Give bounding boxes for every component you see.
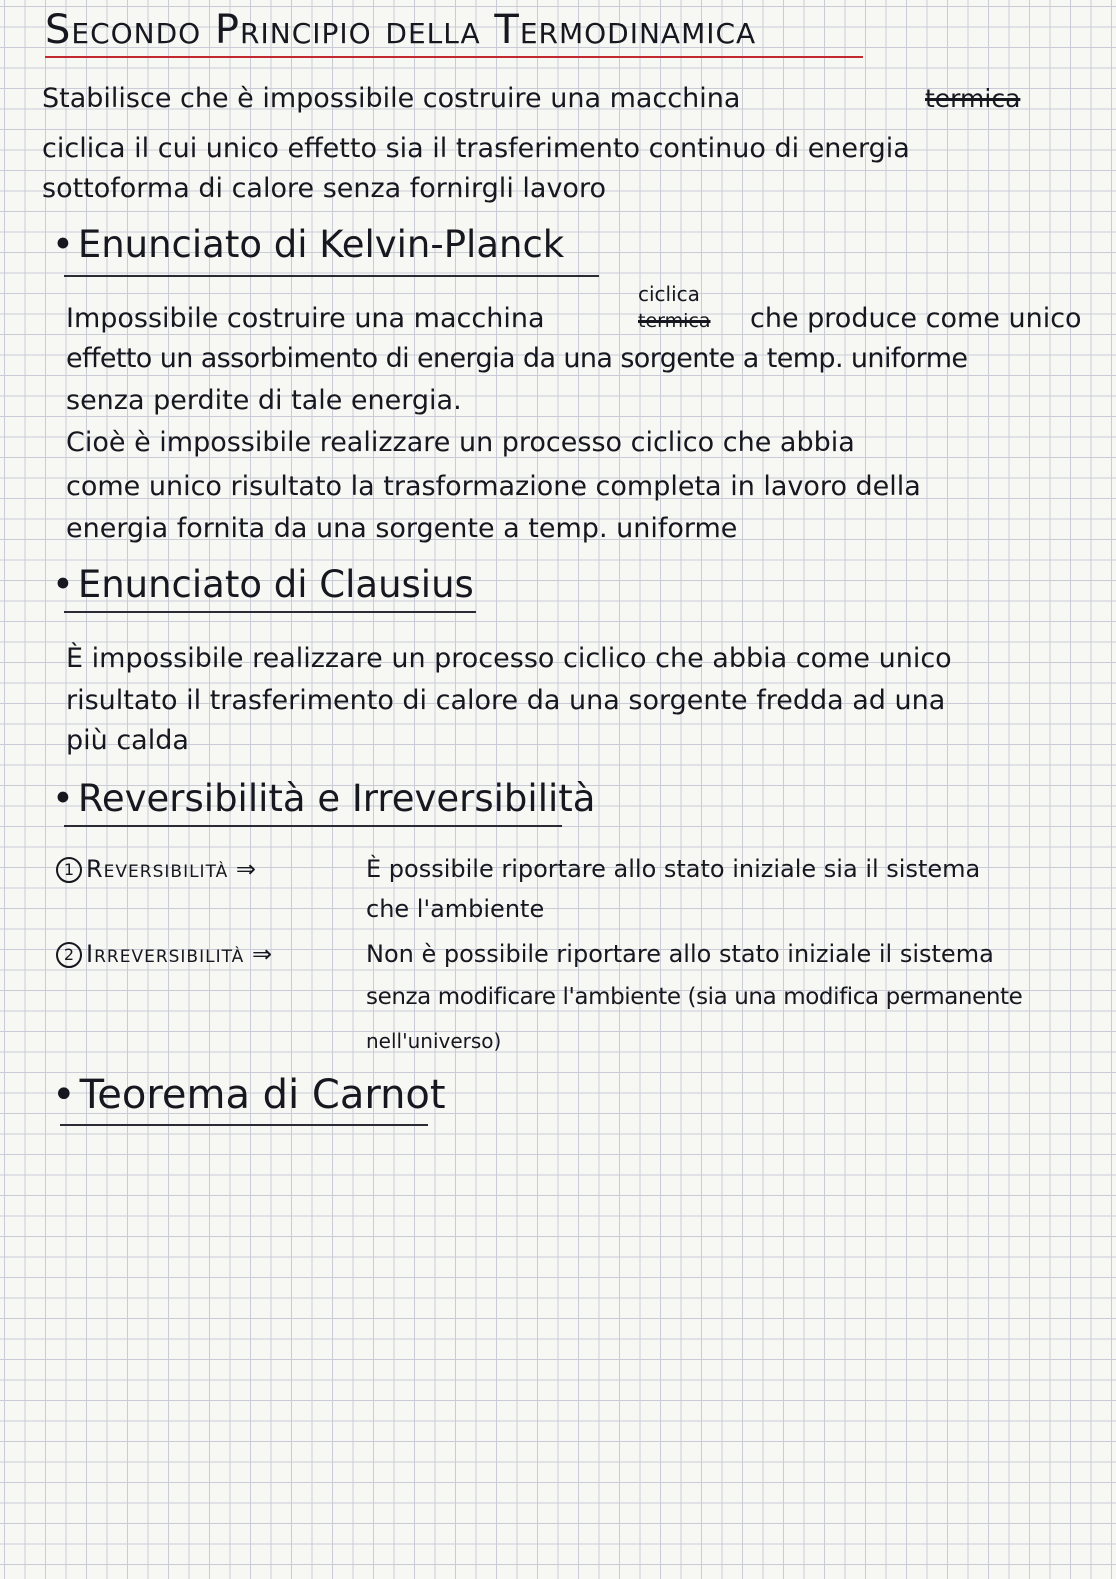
intro-line-1: Stabilisce che è impossibile costruire una macchina — [42, 83, 741, 114]
bullet-icon: • — [52, 563, 74, 606]
bullet-icon: • — [52, 1072, 76, 1118]
heading-underline — [64, 825, 562, 827]
clausius-line-1: È impossibile realizzare un processo ciclico che abbia come unico — [66, 643, 952, 674]
heading-clausius-text: Enunciato di Clausius — [77, 563, 474, 606]
reversibility-term-label: Reversibilità — [86, 855, 229, 883]
reversibility-item-2-line-1: Non è possibile riportare allo stato iniziale il sistema — [366, 940, 994, 968]
heading-underline — [64, 611, 476, 613]
heading-carnot — [52, 1072, 446, 1118]
clausius-line-2: risultato il trasferimento di calore da una sorgente fredda ad una — [66, 685, 946, 716]
heading-clausius — [52, 562, 474, 608]
kelvin-planck-line-5: come unico risultato la trasformazione completa in lavoro della — [66, 471, 921, 502]
arrow-icon: ⇒ — [251, 940, 273, 968]
reversibility-item-1-line-1: È possibile riportare allo stato iniziale sia il sistema — [366, 855, 981, 883]
heading-carnot-text: Teorema di Carnot — [79, 1072, 446, 1118]
kelvin-planck-line-4: Cioè è impossibile realizzare un processo ciclico che abbia — [66, 427, 855, 458]
heading-underline — [60, 1124, 428, 1126]
reversibility-item-1-line-2: che l'ambiente — [366, 895, 545, 923]
arrow-icon: ⇒ — [235, 855, 257, 883]
kelvin-planck-inserted-word: ciclica — [638, 282, 700, 306]
reversibility-item-1-term — [56, 850, 256, 888]
heading-kelvin-planck-text: Enunciato di Kelvin-Planck — [77, 223, 565, 266]
intro-struck-word: termica — [925, 84, 1021, 113]
reversibility-item-2-term — [56, 935, 272, 973]
bullet-icon: • — [52, 223, 74, 266]
intro-line-2: ciclica il cui unico effetto sia il trasferimento continuo di energia — [42, 133, 910, 164]
kelvin-planck-line-3: senza perdite di tale energia. — [66, 385, 462, 416]
clausius-line-3: più calda — [66, 725, 189, 756]
kelvin-planck-line-2: effetto un assorbimento di energia da una sorgente a temp. uniforme — [66, 343, 968, 374]
number-2-icon: 2 — [56, 942, 82, 968]
heading-kelvin-planck — [52, 222, 564, 268]
kelvin-planck-struck-word: termica — [638, 310, 711, 332]
intro-line-3: sottoforma di calore senza fornirgli lavoro — [42, 173, 606, 204]
heading-reversibility-text: Reversibilità e Irreversibilità — [77, 777, 596, 820]
title-underline — [45, 56, 863, 58]
heading-underline — [64, 275, 599, 277]
bullet-icon: • — [52, 777, 74, 820]
kelvin-planck-line-1a: Impossibile costruire una macchina — [66, 303, 545, 334]
number-1-icon: 1 — [56, 857, 82, 883]
reversibility-item-2-line-3: nell'universo) — [366, 1029, 502, 1053]
reversibility-item-2-line-2: senza modificare l'ambiente (sia una modifica permanente — [366, 984, 1023, 1010]
kelvin-planck-line-1b: che produce come unico — [750, 303, 1082, 334]
kelvin-planck-line-6: energia fornita da una sorgente a temp. uniforme — [66, 513, 738, 544]
irreversibility-term-label: Irreversibilità — [86, 940, 245, 968]
heading-reversibility — [52, 776, 595, 822]
page-title: Secondo Principio della Termodinamica — [45, 7, 757, 53]
